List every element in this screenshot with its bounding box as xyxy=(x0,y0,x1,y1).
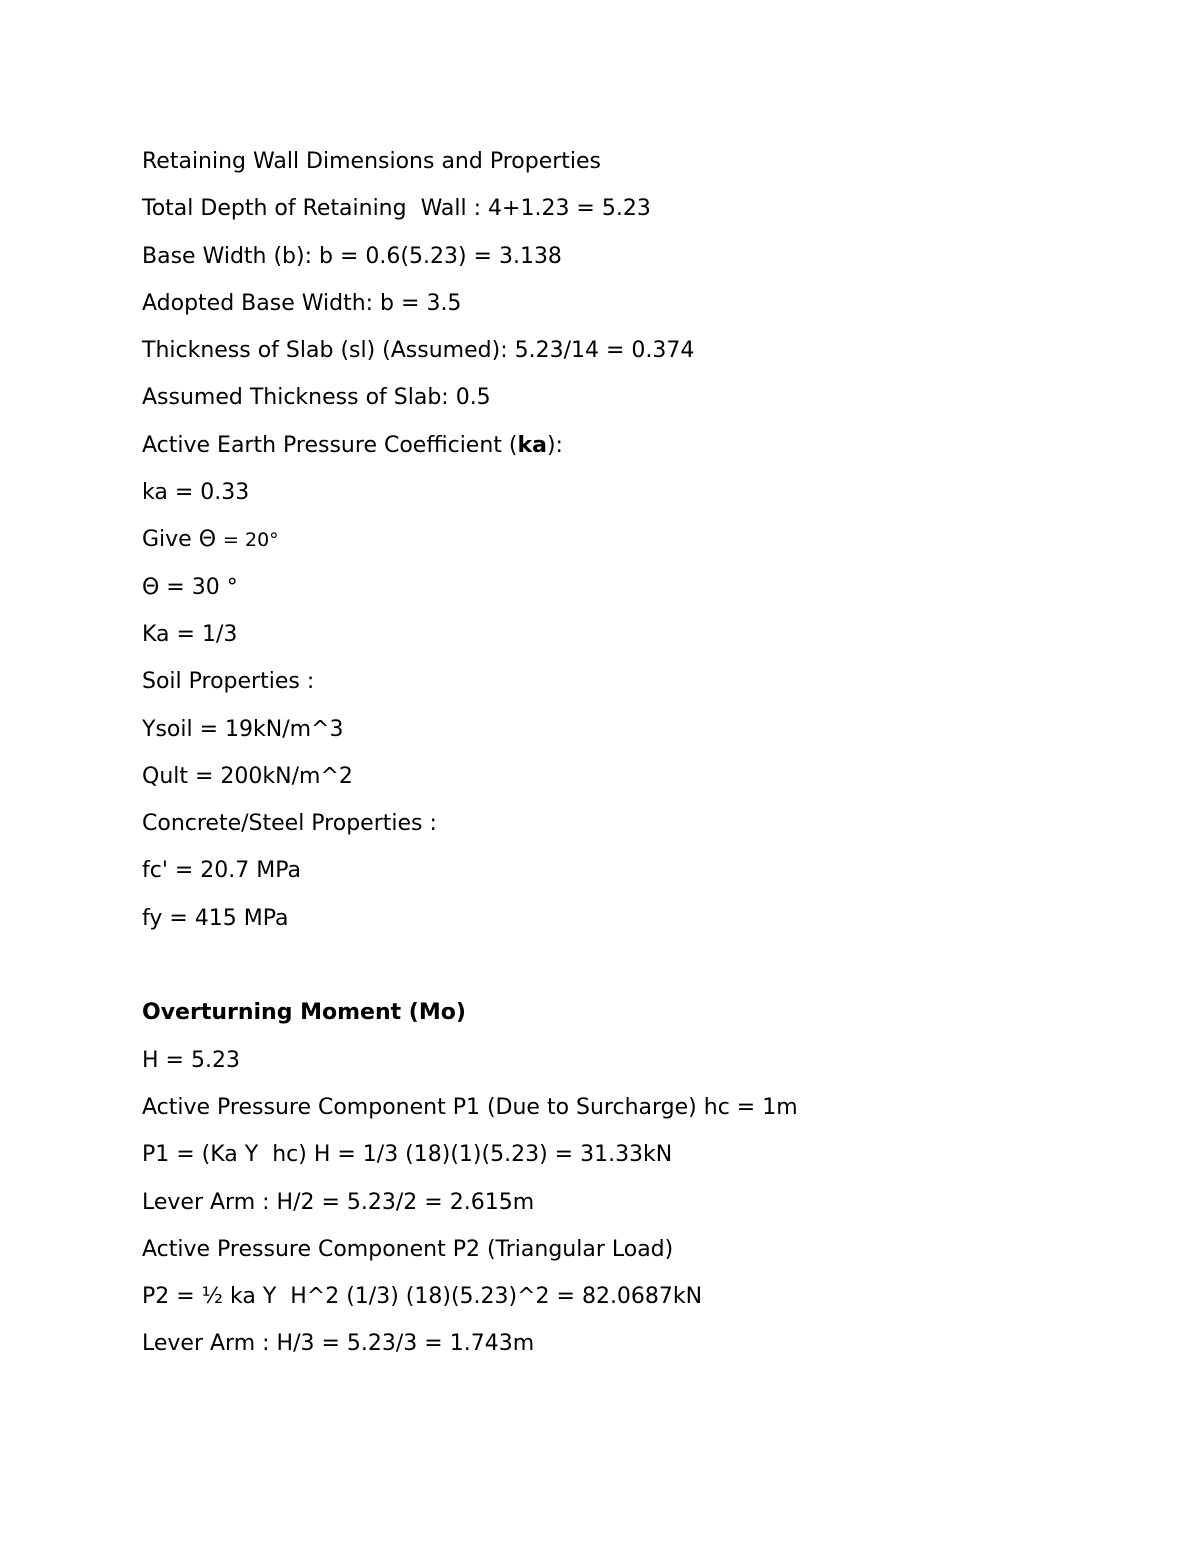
fc-line: fc' = 20.7 MPa xyxy=(142,858,302,884)
ka-fraction-line: Ka = 1/3 xyxy=(142,621,238,647)
give-theta-prefix: Give Θ xyxy=(142,527,224,553)
ka-value-line: ka = 0.33 xyxy=(142,480,250,506)
p1-formula-line: P1 = (Ka Y hc) H = 1/3 (18)(1)(5.23) = 31.33kN xyxy=(142,1142,673,1168)
p2-heading-line: Active Pressure Component P2 (Triangular Load) xyxy=(142,1236,674,1262)
lever-arm-1-line: Lever Arm : H/2 = 5.23/2 = 2.615m xyxy=(142,1189,535,1215)
adopted-base-width-line: Adopted Base Width: b = 3.5 xyxy=(142,290,462,316)
concrete-steel-heading: Concrete/Steel Properties : xyxy=(142,811,437,837)
section-gap xyxy=(142,942,1102,989)
document-page xyxy=(142,138,1102,1368)
theta-line: Θ = 30 ° xyxy=(142,574,238,600)
soil-properties-heading: Soil Properties : xyxy=(142,669,315,695)
total-depth-line: Total Depth of Retaining Wall : 4+1.23 = 5.23 xyxy=(142,196,651,222)
slab-thickness-line: Thickness of Slab (sl) (Assumed): 5.23/14 = 0.374 xyxy=(142,338,695,364)
base-width-line: Base Width (b): b = 0.6(5.23) = 3.138 xyxy=(142,243,562,269)
fy-line: fy = 415 MPa xyxy=(142,905,289,931)
qult-line: Qult = 200kN/m^2 xyxy=(142,763,353,789)
h-line: H = 5.23 xyxy=(142,1047,240,1073)
assumed-slab-thickness-line: Assumed Thickness of Slab: 0.5 xyxy=(142,385,491,411)
lever-arm-2-line: Lever Arm : H/3 = 5.23/3 = 1.743m xyxy=(142,1331,535,1357)
ysoil-line: Ysoil = 19kN/m^3 xyxy=(142,716,344,742)
p2-formula-line: P2 = ½ ka Y H^2 (1/3) (18)(5.23)^2 = 82.0687kN xyxy=(142,1284,703,1310)
p1-heading-line: Active Pressure Component P1 (Due to Surcharge) hc = 1m xyxy=(142,1094,798,1120)
section-title-overturning: Overturning Moment (Mo) xyxy=(142,1000,466,1026)
give-theta-line xyxy=(142,516,1102,563)
section-title-dimensions: Retaining Wall Dimensions and Properties xyxy=(142,149,602,174)
give-theta-value: = 20° xyxy=(223,529,279,552)
ka-heading-suffix: ): xyxy=(546,432,563,458)
ka-heading-prefix: Active Earth Pressure Coefficient ( xyxy=(142,432,518,458)
ka-heading-bold: ka xyxy=(517,432,547,458)
ka-heading-line xyxy=(142,422,1102,469)
